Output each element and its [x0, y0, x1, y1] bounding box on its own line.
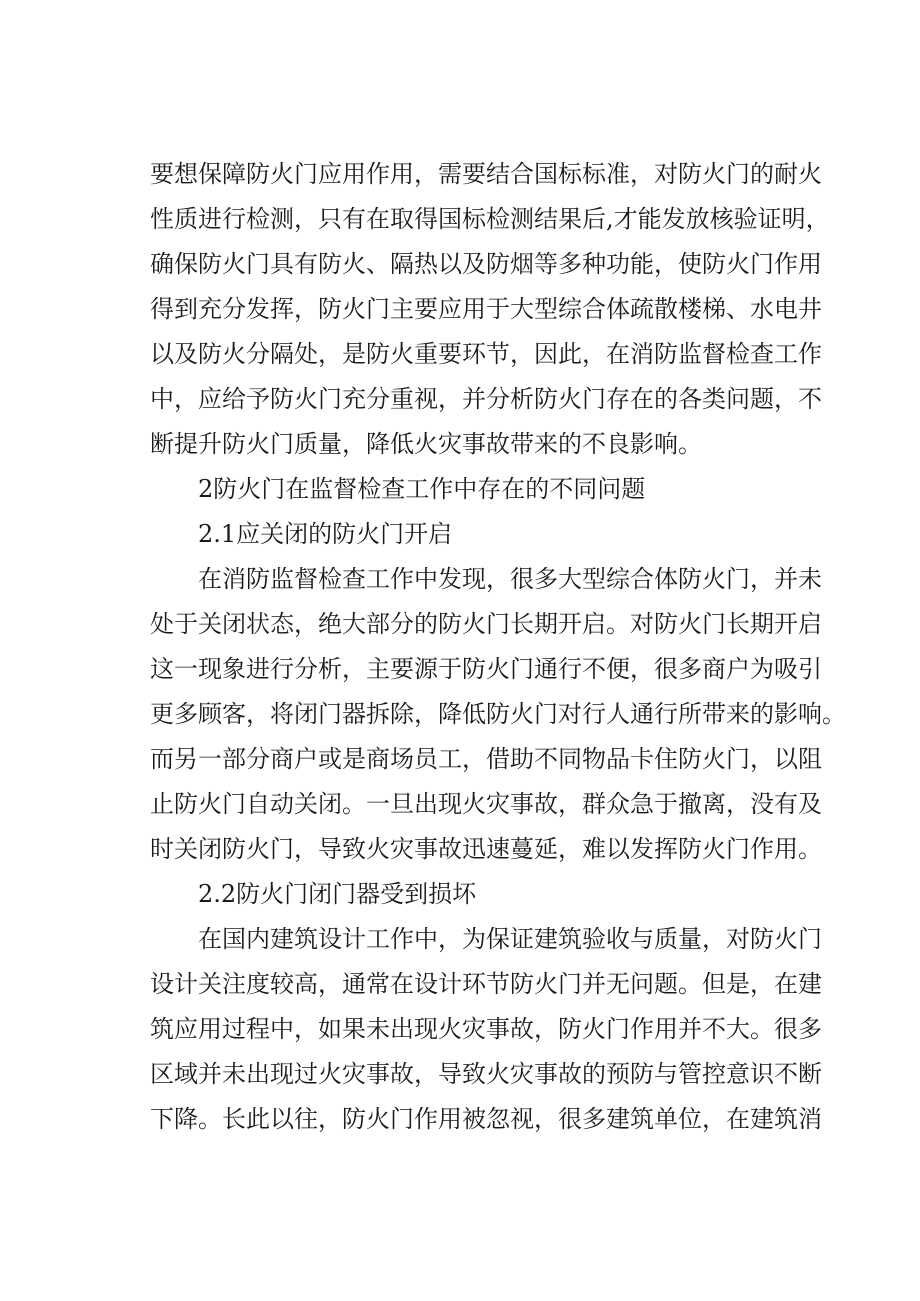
paragraph-line: 得到充分发挥，防火门主要应用于大型综合体疏散楼梯、水电井: [150, 295, 822, 323]
paragraph-line: 处于关闭状态，绝大部分的防火门长期开启。对防火门长期开启: [150, 610, 822, 638]
paragraph-line: 以及防火分隔处，是防火重要环节，因此，在消防监督检查工作: [150, 340, 822, 368]
paragraph-line: 在消防监督检查工作中发现，很多大型综合体防火门，并未: [198, 565, 822, 593]
subsection-heading: 2.1应关闭的防火门开启: [198, 520, 453, 548]
paragraph-line: 要想保障防火门应用作用，需要结合国标标准，对防火门的耐火: [150, 160, 822, 188]
paragraph-line: 设计关注度较高，通常在设计环节防火门并无问题。但是，在建: [150, 970, 822, 998]
paragraph-line: 更多顾客，将闭门器拆除，降低防火门对行人通行所带来的影响。: [150, 700, 846, 728]
paragraph-line: 区域并未出现过火灾事故，导致火灾事故的预防与管控意识不断: [150, 1060, 822, 1088]
paragraph-line: 这一现象进行分析，主要源于防火门通行不便，很多商户为吸引: [150, 655, 822, 683]
paragraph-line: 中，应给予防火门充分重视，并分析防火门存在的各类问题，不: [150, 385, 822, 413]
paragraph-line: 止防火门自动关闭。一旦出现火灾事故，群众急于撤离，没有及: [150, 790, 822, 818]
paragraph-line: 时关闭防火门，导致火灾事故迅速蔓延，难以发挥防火门作用。: [150, 835, 822, 863]
paragraph-line: 确保防火门具有防火、隔热以及防烟等多种功能，使防火门作用: [150, 250, 822, 278]
paragraph-line: 筑应用过程中，如果未出现火灾事故，防火门作用并不大。很多: [150, 1015, 822, 1043]
paragraph-line: 性质进行检测，只有在取得国标检测结果后,才能发放核验证明，: [150, 205, 830, 233]
paragraph-line: 在国内建筑设计工作中，为保证建筑验收与质量，对防火门: [198, 925, 822, 953]
subsection-heading: 2.2防火门闭门器受到损坏: [198, 880, 477, 908]
paragraph-line: 而另一部分商户或是商场员工，借助不同物品卡住防火门，以阻: [150, 745, 822, 773]
paragraph-line: 下降。长此以往，防火门作用被忽视，很多建筑单位，在建筑消: [150, 1105, 822, 1133]
paragraph-line: 断提升防火门质量，降低火灾事故带来的不良影响。: [150, 430, 702, 458]
section-heading: 2防火门在监督检查工作中存在的不同问题: [198, 475, 646, 503]
